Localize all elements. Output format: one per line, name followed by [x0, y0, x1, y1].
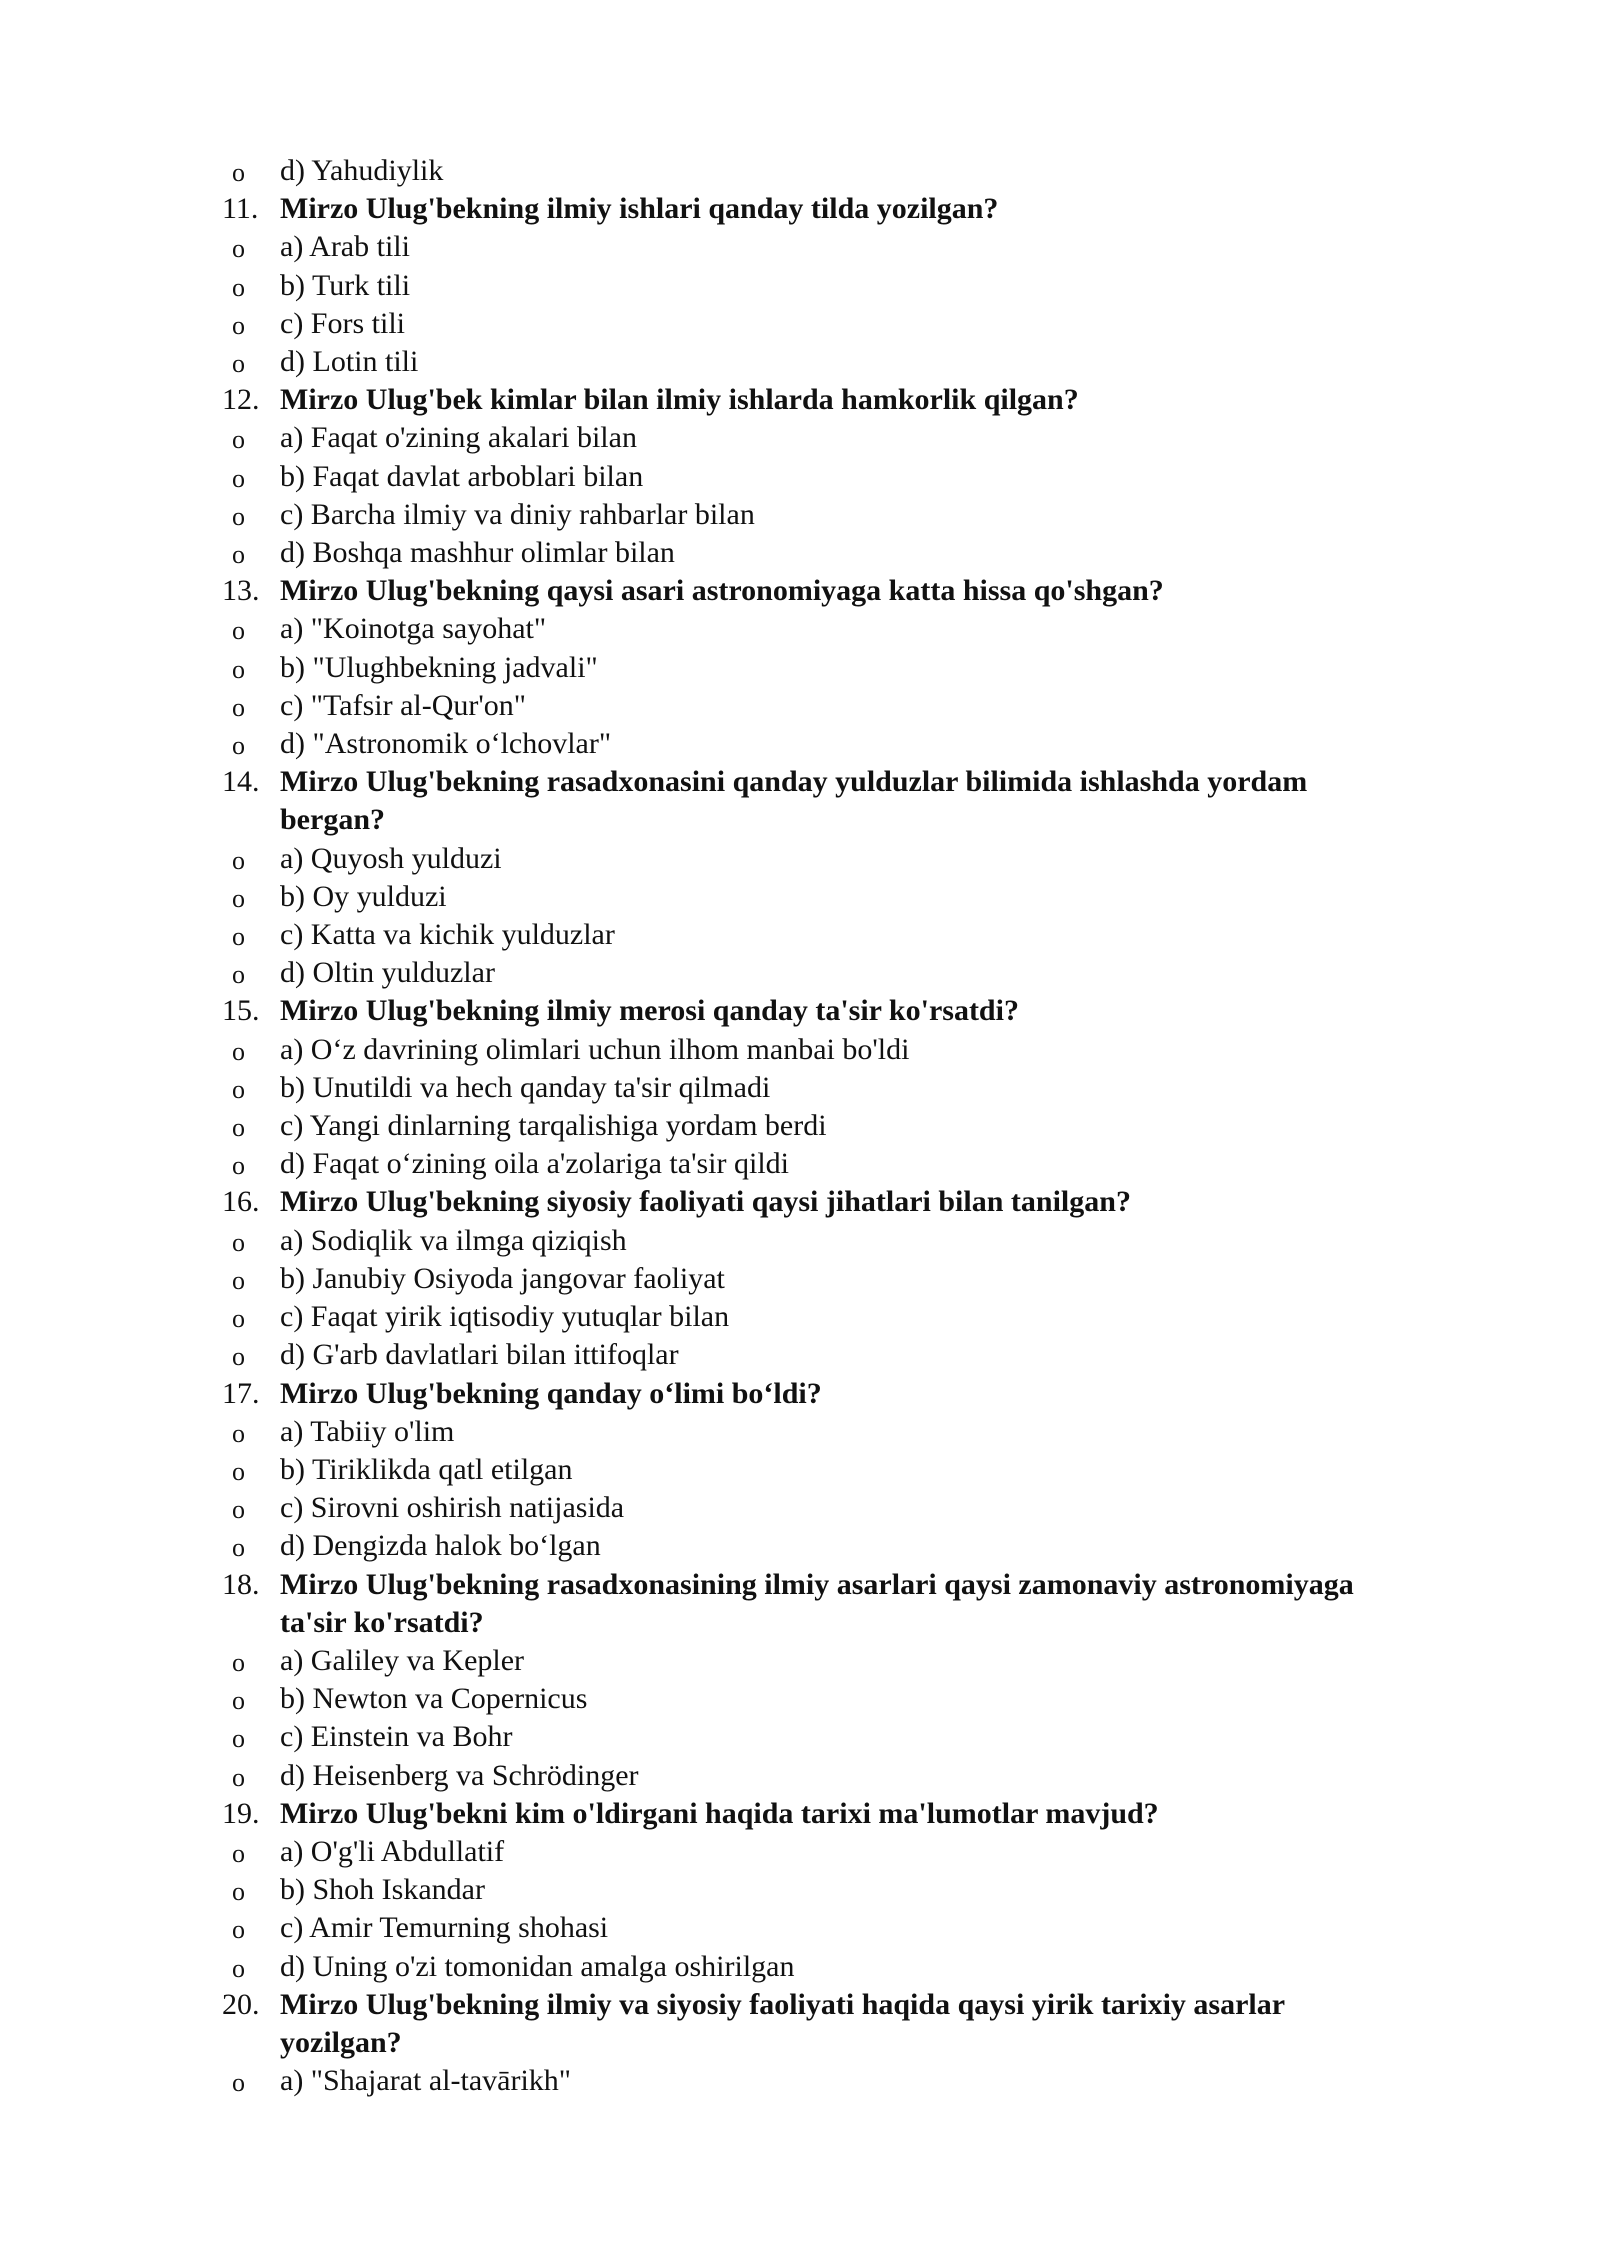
bullet-marker: o: [232, 463, 245, 493]
answer-option: [228, 2062, 1458, 2100]
question-line: [222, 572, 1458, 610]
bullet-marker: o: [232, 1342, 245, 1372]
bullet-marker: o: [232, 1762, 245, 1792]
question-number: 16.: [222, 1185, 260, 1219]
question-line-continuation: [228, 801, 1458, 839]
option-text: d) "Astronomik o‘lchovlar": [280, 727, 612, 761]
option-text: a) Tabiiy o'lim: [280, 1414, 455, 1448]
answer-option: [228, 1451, 1458, 1489]
answer-option: [228, 649, 1458, 687]
option-text: c) Amir Temurning shohasi: [280, 1911, 609, 1945]
answer-option: [228, 610, 1458, 648]
answer-option: [228, 1069, 1458, 1107]
option-text: d) Oltin yulduzlar: [280, 956, 495, 990]
question-number: 11.: [222, 192, 259, 226]
option-text: c) Fors tili: [280, 306, 405, 340]
question-text: Mirzo Ulug'bek kimlar bilan ilmiy ishlarda hamkorlik qilgan?: [280, 383, 1079, 417]
answer-option: [228, 458, 1458, 496]
bullet-marker: o: [232, 1533, 245, 1563]
answer-option: [228, 725, 1458, 763]
answer-option: [228, 1871, 1458, 1909]
question-line: [222, 1795, 1458, 1833]
bullet-marker: o: [232, 158, 245, 187]
option-text: b) "Ulughbekning jadvali": [280, 650, 598, 684]
option-text: a) O'g'li Abdullatif: [280, 1834, 505, 1868]
option-text: b) Unutildi va hech qanday ta'sir qilmadi: [280, 1070, 771, 1104]
option-text: b) Turk tili: [280, 268, 411, 302]
answer-option: [228, 878, 1458, 916]
bullet-marker: o: [232, 1724, 245, 1754]
option-text: a) "Koinotga sayohat": [280, 612, 547, 646]
answer-option: [228, 496, 1458, 534]
bullet-marker: o: [232, 2068, 245, 2098]
bullet-marker: o: [232, 1074, 245, 1104]
bullet-marker: o: [232, 1495, 245, 1525]
bullet-marker: o: [232, 1036, 245, 1066]
bullet-marker: o: [232, 1838, 245, 1868]
bullet-marker: o: [232, 616, 245, 646]
question-text: Mirzo Ulug'bekning ilmiy merosi qanday ta'sir ko'rsatdi?: [280, 994, 1019, 1028]
option-text: a) Faqat o'zining akalari bilan: [280, 421, 637, 455]
bullet-marker: o: [232, 1265, 245, 1295]
question-line: [222, 1183, 1458, 1221]
option-text: d) Boshqa mashhur olimlar bilan: [280, 536, 675, 570]
option-text: a) Arab tili: [280, 230, 410, 264]
option-text: b) Newton va Copernicus: [280, 1682, 588, 1716]
answer-option: [228, 1413, 1458, 1451]
bullet-marker: o: [232, 1418, 245, 1448]
bullet-marker: o: [232, 1686, 245, 1716]
option-text: a) Galiley va Kepler: [280, 1643, 525, 1677]
option-text: d) G'arb davlatlari bilan ittifoqlar: [280, 1338, 679, 1372]
answer-option: [228, 305, 1458, 343]
bullet-marker: o: [232, 1647, 245, 1677]
question-number: 15.: [222, 994, 260, 1028]
bullet-marker: o: [232, 1877, 245, 1907]
question-line: [222, 992, 1458, 1030]
option-text: b) Shoh Iskandar: [280, 1873, 485, 1907]
answer-option: [228, 1948, 1458, 1986]
answer-option: [228, 1489, 1458, 1527]
question-line-continuation: [228, 1604, 1458, 1642]
option-text: a) "Shajarat al-tavārikh": [280, 2064, 572, 2098]
question-text: Mirzo Ulug'bekni kim o'ldirgani haqida tarixi ma'lumotlar mavjud?: [280, 1796, 1159, 1830]
question-line: [222, 1566, 1458, 1604]
option-text: d) Heisenberg va Schrödinger: [280, 1758, 639, 1792]
option-text: a) Sodiqlik va ilmga qiziqish: [280, 1223, 627, 1257]
bullet-marker: o: [232, 692, 245, 722]
question-line-continuation: [228, 2024, 1458, 2062]
question-number: 18.: [222, 1567, 260, 1601]
bullet-marker: o: [232, 425, 245, 455]
option-text: c) Yangi dinlarning tarqalishiga yordam berdi: [280, 1109, 827, 1143]
quiz-content: [222, 152, 1458, 2100]
question-text: Mirzo Ulug'bekning ilmiy va siyosiy faoliyati haqida qaysi yirik tarixiy asarlar: [280, 1987, 1286, 2021]
answer-option: [228, 1031, 1458, 1069]
question-number: 12.: [222, 383, 260, 417]
answer-option: [228, 228, 1458, 266]
answer-option: [228, 267, 1458, 305]
option-text: b) Faqat davlat arboblari bilan: [280, 459, 644, 493]
answer-option: [228, 1718, 1458, 1756]
question-number: 17.: [222, 1376, 260, 1410]
option-text: c) Barcha ilmiy va diniy rahbarlar bilan: [280, 497, 755, 531]
question-text: Mirzo Ulug'bekning ilmiy ishlari qanday tilda yozilgan?: [280, 192, 999, 226]
bullet-marker: o: [232, 349, 245, 379]
option-text: a) O‘z davrining olimlari uchun ilhom manbai bo'ldi: [280, 1032, 910, 1066]
option-text: c) Katta va kichik yulduzlar: [280, 918, 615, 952]
answer-option: [228, 840, 1458, 878]
bullet-marker: o: [232, 960, 245, 990]
bullet-marker: o: [232, 922, 245, 952]
answer-option: [228, 152, 1458, 190]
bullet-marker: o: [232, 1456, 245, 1486]
question-line: [222, 1986, 1458, 2024]
answer-option: [228, 1909, 1458, 1947]
bullet-marker: o: [232, 540, 245, 570]
answer-option: [228, 1222, 1458, 1260]
option-text: d) Uning o'zi tomonidan amalga oshirilgan: [280, 1949, 795, 1983]
answer-option: [228, 1145, 1458, 1183]
answer-option: [228, 534, 1458, 572]
option-text: c) Einstein va Bohr: [280, 1720, 513, 1754]
bullet-marker: o: [232, 731, 245, 761]
option-text: b) Oy yulduzi: [280, 879, 447, 913]
answer-option: [228, 419, 1458, 457]
answer-option: [228, 1833, 1458, 1871]
question-number: 20.: [222, 1987, 260, 2021]
bullet-marker: o: [232, 1227, 245, 1257]
answer-option: [228, 1642, 1458, 1680]
bullet-marker: o: [232, 654, 245, 684]
answer-option: [228, 1757, 1458, 1795]
bullet-marker: o: [232, 234, 245, 264]
answer-option: [228, 343, 1458, 381]
answer-option: [228, 954, 1458, 992]
bullet-marker: o: [232, 272, 245, 302]
bullet-marker: o: [232, 845, 245, 875]
question-text: Mirzo Ulug'bekning qaysi asari astronomiyaga katta hissa qo'shgan?: [280, 574, 1164, 608]
option-text: b) Tiriklikda qatl etilgan: [280, 1452, 573, 1486]
bullet-marker: o: [232, 1953, 245, 1983]
bullet-marker: o: [232, 1151, 245, 1181]
question-line: [222, 763, 1458, 801]
answer-option: [228, 916, 1458, 954]
question-text: Mirzo Ulug'bekning rasadxonasining ilmiy asarlari qaysi zamonaviy astronomiyaga: [280, 1567, 1354, 1601]
question-text: yozilgan?: [280, 2025, 402, 2059]
bullet-marker: o: [232, 883, 245, 913]
question-line: [222, 190, 1458, 228]
bullet-marker: o: [232, 501, 245, 531]
bullet-marker: o: [232, 1113, 245, 1143]
bullet-marker: o: [232, 1915, 245, 1945]
question-text: ta'sir ko'rsatdi?: [280, 1605, 484, 1639]
option-text: c) Faqat yirik iqtisodiy yutuqlar bilan: [280, 1300, 730, 1334]
question-line: [222, 1375, 1458, 1413]
option-text: a) Quyosh yulduzi: [280, 841, 502, 875]
option-text: d) Lotin tili: [280, 345, 419, 379]
answer-option: [228, 1527, 1458, 1565]
question-number: 19.: [222, 1796, 260, 1830]
question-text: Mirzo Ulug'bekning siyosiy faoliyati qaysi jihatlari bilan tanilgan?: [280, 1185, 1131, 1219]
answer-option: [228, 1260, 1458, 1298]
option-text: c) Sirovni oshirish natijasida: [280, 1491, 625, 1525]
bullet-marker: o: [232, 1304, 245, 1334]
answer-option: [228, 1336, 1458, 1374]
question-text: Mirzo Ulug'bekning rasadxonasini qanday yulduzlar bilimida ishlashda yordam: [280, 765, 1308, 799]
question-number: 14.: [222, 765, 260, 799]
option-text: c) "Tafsir al-Qur'on": [280, 688, 527, 722]
answer-option: [228, 687, 1458, 725]
option-text: d) Dengizda halok bo‘lgan: [280, 1529, 601, 1563]
question-number: 13.: [222, 574, 260, 608]
answer-option: [228, 1107, 1458, 1145]
question-line: [222, 381, 1458, 419]
answer-option: [228, 1680, 1458, 1718]
option-text: b) Janubiy Osiyoda jangovar faoliyat: [280, 1261, 725, 1295]
option-text: d) Yahudiylik: [280, 154, 444, 187]
question-text: Mirzo Ulug'bekning qanday o‘limi bo‘ldi?: [280, 1376, 822, 1410]
bullet-marker: o: [232, 310, 245, 340]
option-text: d) Faqat o‘zining oila a'zolariga ta'sir qildi: [280, 1147, 789, 1181]
question-text: bergan?: [280, 803, 385, 837]
answer-option: [228, 1298, 1458, 1336]
